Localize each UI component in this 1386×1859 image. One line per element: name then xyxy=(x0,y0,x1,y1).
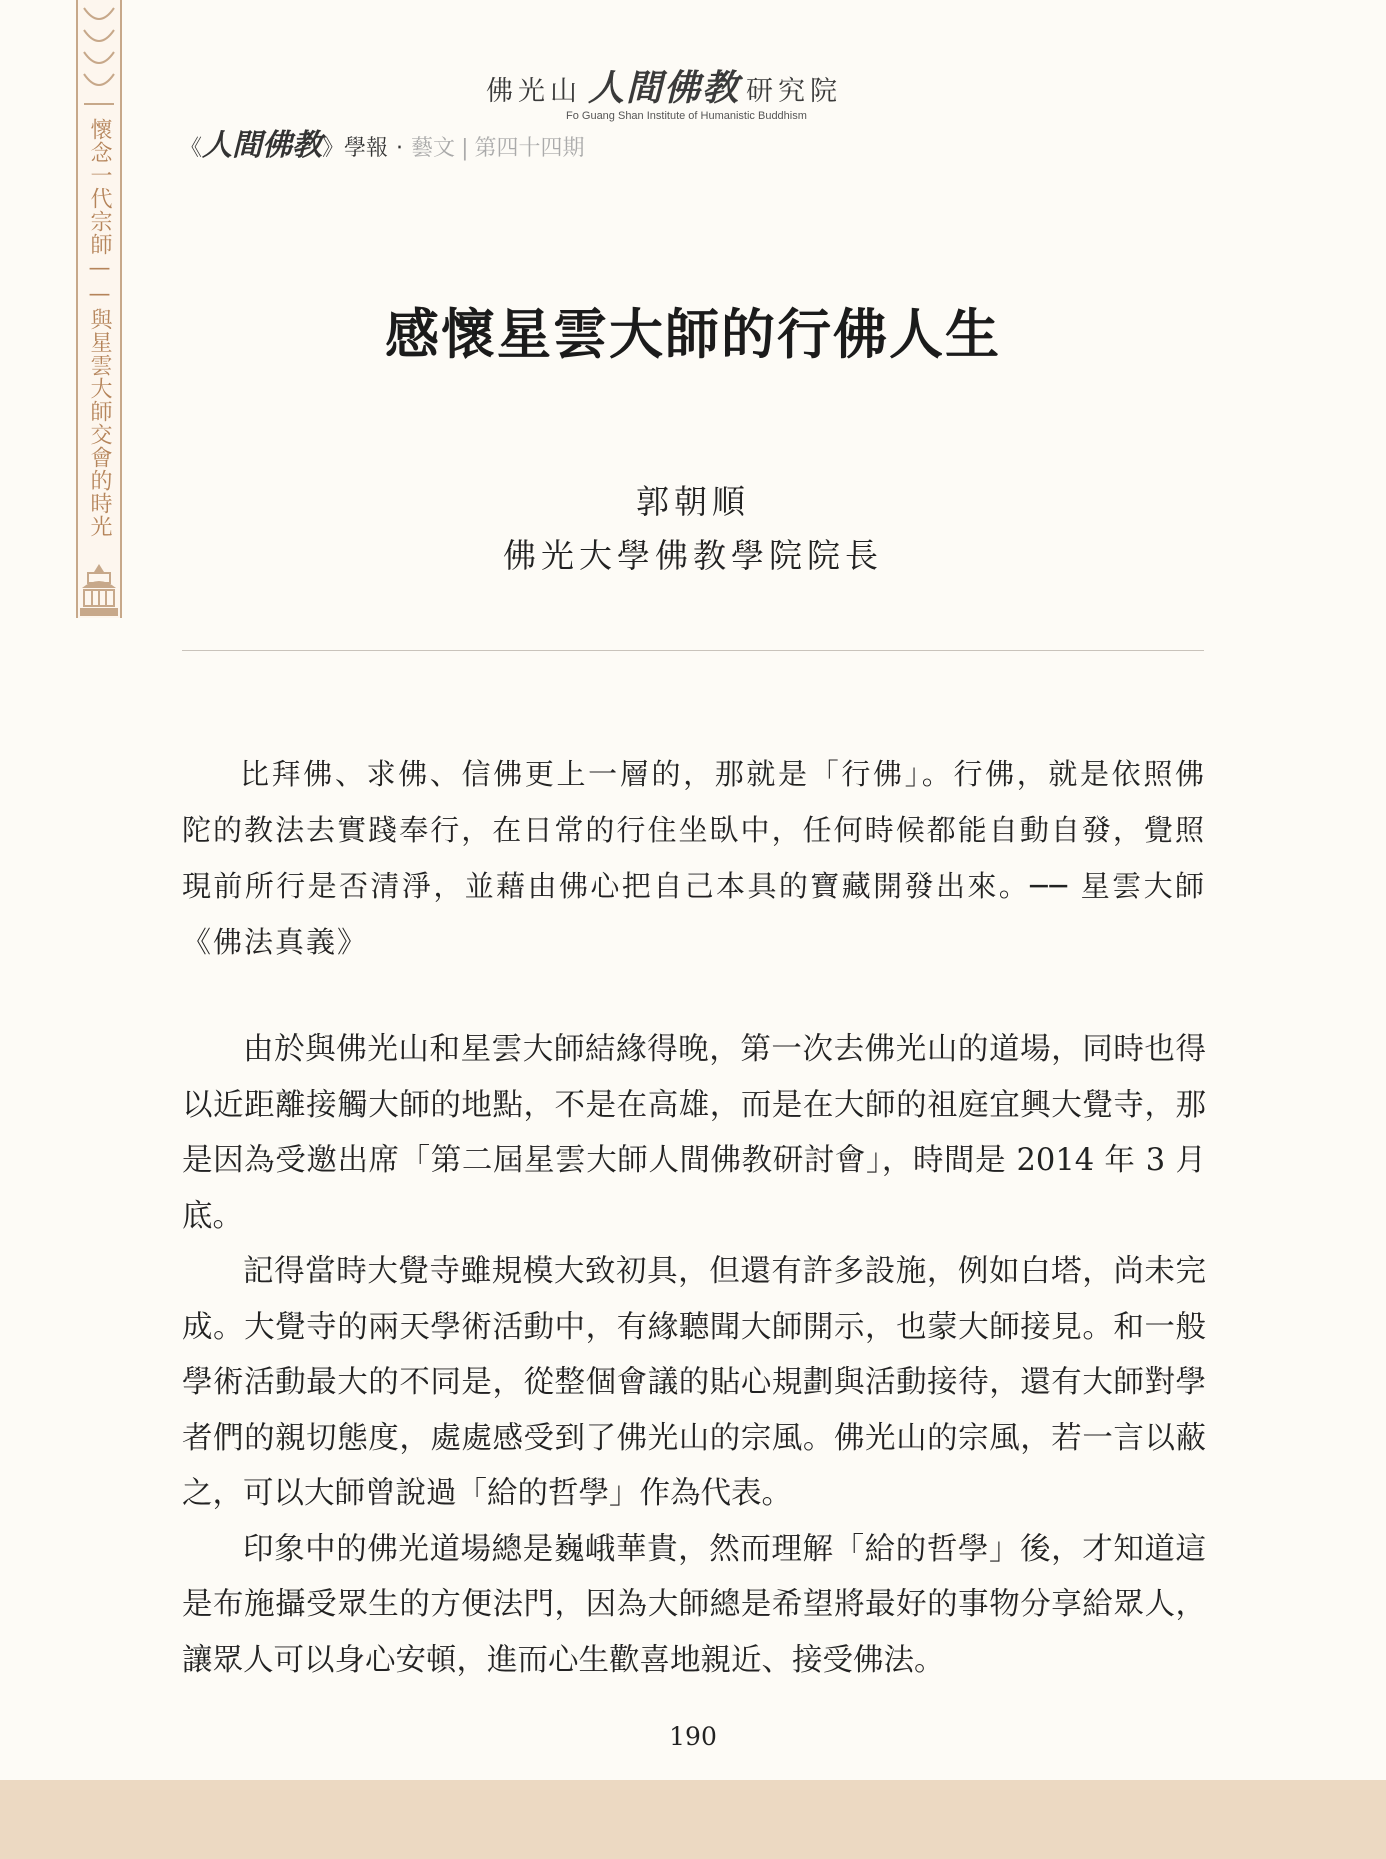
institute-english-name: Fo Guang Shan Institute of Humanistic Buddhism xyxy=(566,110,807,122)
journal-separator: ‧ xyxy=(396,136,404,161)
journal-section: 藝文 xyxy=(411,136,456,161)
journal-brand-logo: 人間佛教 xyxy=(202,128,323,163)
page-number: 190 xyxy=(669,1722,717,1751)
article-author: 郭朝順 xyxy=(636,482,750,521)
journal-name: 學報 xyxy=(344,136,389,161)
journal-open-bracket: 《 xyxy=(180,136,203,161)
institute-name-part2: 研究院 xyxy=(746,76,843,107)
journal-issue: 第四十四期 xyxy=(474,136,585,161)
author-affiliation: 佛光大學佛教學院院長 xyxy=(503,536,883,575)
side-tab-text: 懷念一代宗師——與星雲大師交會的時光 xyxy=(87,118,112,538)
paragraph: 記得當時大覺寺雖規模大致初具，但還有許多設施，例如白塔，尚未完成。大覺寺的兩天學術活動中，有緣聽聞大師開示，也蒙大師接見。和一般學術活動最大的不同是，從整個會議的貼心規劃與活動接待，還有大師對學者們的親切態度，處處感受到了佛光山的宗風。佛光山的宗風，若一言以蔽之，可以大師曾說過「給的哲學」作為代表。 xyxy=(182,1254,1206,1511)
epigraph xyxy=(182,746,1206,970)
paragraph: 由於與佛光山和星雲大師結緣得晚，第一次去佛光山的道場，同時也得以近距離接觸大師的地點，不是在高雄，而是在大師的祖庭宜興大覺寺，那是因為受邀出席「第二屆星雲大師人間佛教研討會」，時間是 2014 年 3 月底。 xyxy=(182,1032,1206,1234)
divider xyxy=(182,650,1204,651)
journal-header xyxy=(180,120,800,164)
paragraph: 印象中的佛光道場總是巍峨華貴，然而理解「給的哲學」後，才知道這是布施攝受眾生的方便法門，因為大師總是希望將最好的事物分享給眾人，讓眾人可以身心安頓，進而心生歡喜地親近、接受佛法。 xyxy=(182,1531,1206,1678)
journal-divider: | xyxy=(461,136,469,161)
institute-name-part1: 佛光山 xyxy=(486,76,582,107)
institute-brand-logo: 人間佛教 xyxy=(588,67,741,109)
footer-band xyxy=(0,1780,1386,1859)
article-title: 感懷星雲大師的行佛人生 xyxy=(385,302,1001,366)
wave-ornament-icon xyxy=(78,0,120,110)
epigraph-text: 比拜佛、求佛、信佛更上一層的，那就是「行佛」。行佛，就是依照佛陀的教法去實踐奉行，在日常的行住坐臥中，任何時候都能自動自發，覺照現前所行是否清淨，並藉由佛心把自己本具的寶藏開發出來。── 星雲大師《佛法真義》 xyxy=(182,757,1206,959)
article-body xyxy=(182,1022,1206,1688)
journal-close-bracket: 》 xyxy=(322,136,345,161)
